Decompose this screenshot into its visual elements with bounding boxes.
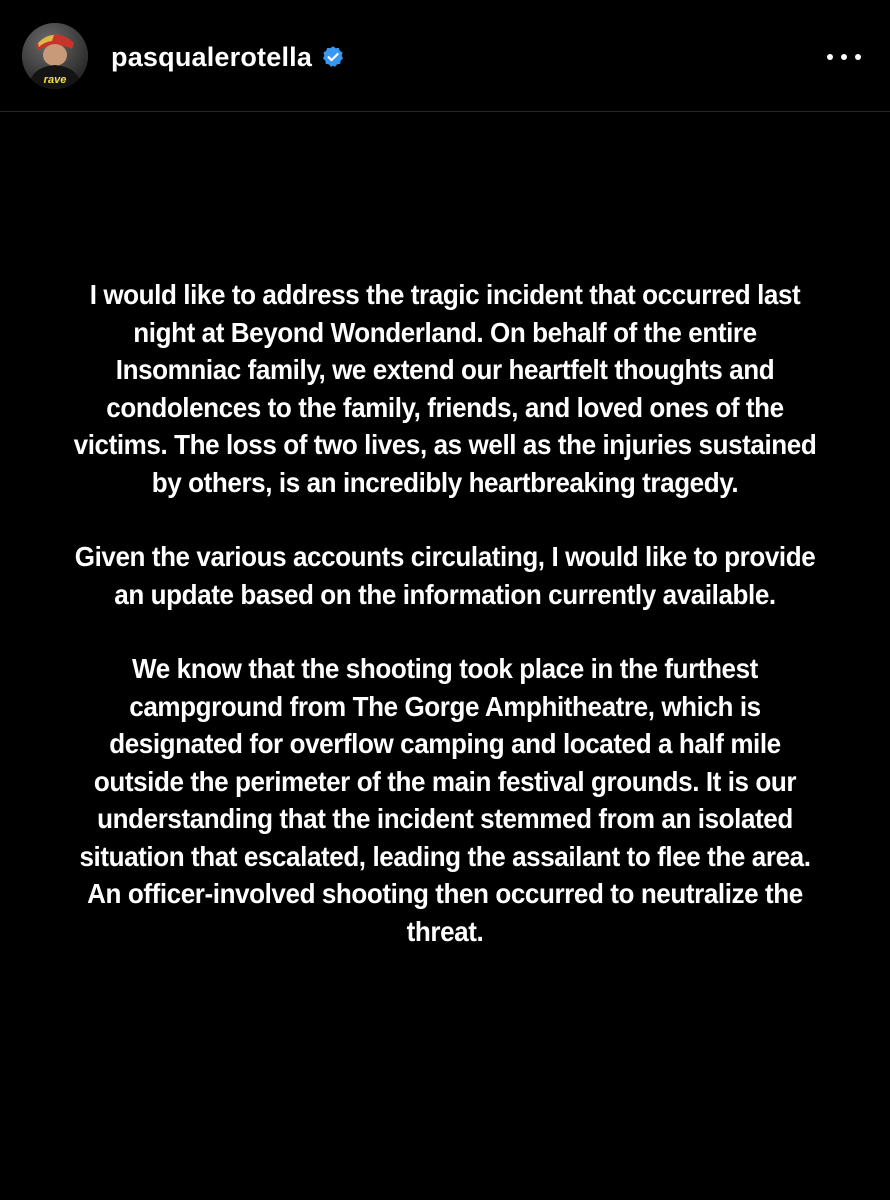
avatar-image <box>22 23 88 89</box>
avatar[interactable] <box>22 23 88 89</box>
statement-paragraph: We know that the shooting took place in the furthest campground from The Gorge Amphitheatre, which is designated for overflow camping and located a half mile outside the perimeter of the main festival grounds. It is our understanding that the incident stemmed from an isolated situation that escalated, leading the assailant to flee the area. An officer-involved shooting then occurred to neutralize the threat. <box>79 653 811 947</box>
avatar-shirt-text: rave <box>43 74 67 86</box>
username-row <box>111 40 345 74</box>
statement-paragraph: I would like to address the tragic incident that occurred last night at Beyond Wonderland. On behalf of the entire Insomniac family, we extend our heartfelt thoughts and condolences to the family, friends, and loved ones of the victims. The loss of two lives, as well as the injuries sustained by others, is an incredibly heartbreaking tragedy. <box>73 279 817 498</box>
statement-paragraph: Given the various accounts circulating, I would like to provide an update based on the information currently available. <box>74 541 816 610</box>
verified-badge-icon <box>321 45 345 69</box>
statement-text <box>68 276 821 950</box>
post-header <box>0 0 890 112</box>
more-options-button[interactable] <box>822 40 866 74</box>
more-options-icon <box>826 53 862 61</box>
username-link[interactable]: pasqualerotella <box>111 41 313 72</box>
